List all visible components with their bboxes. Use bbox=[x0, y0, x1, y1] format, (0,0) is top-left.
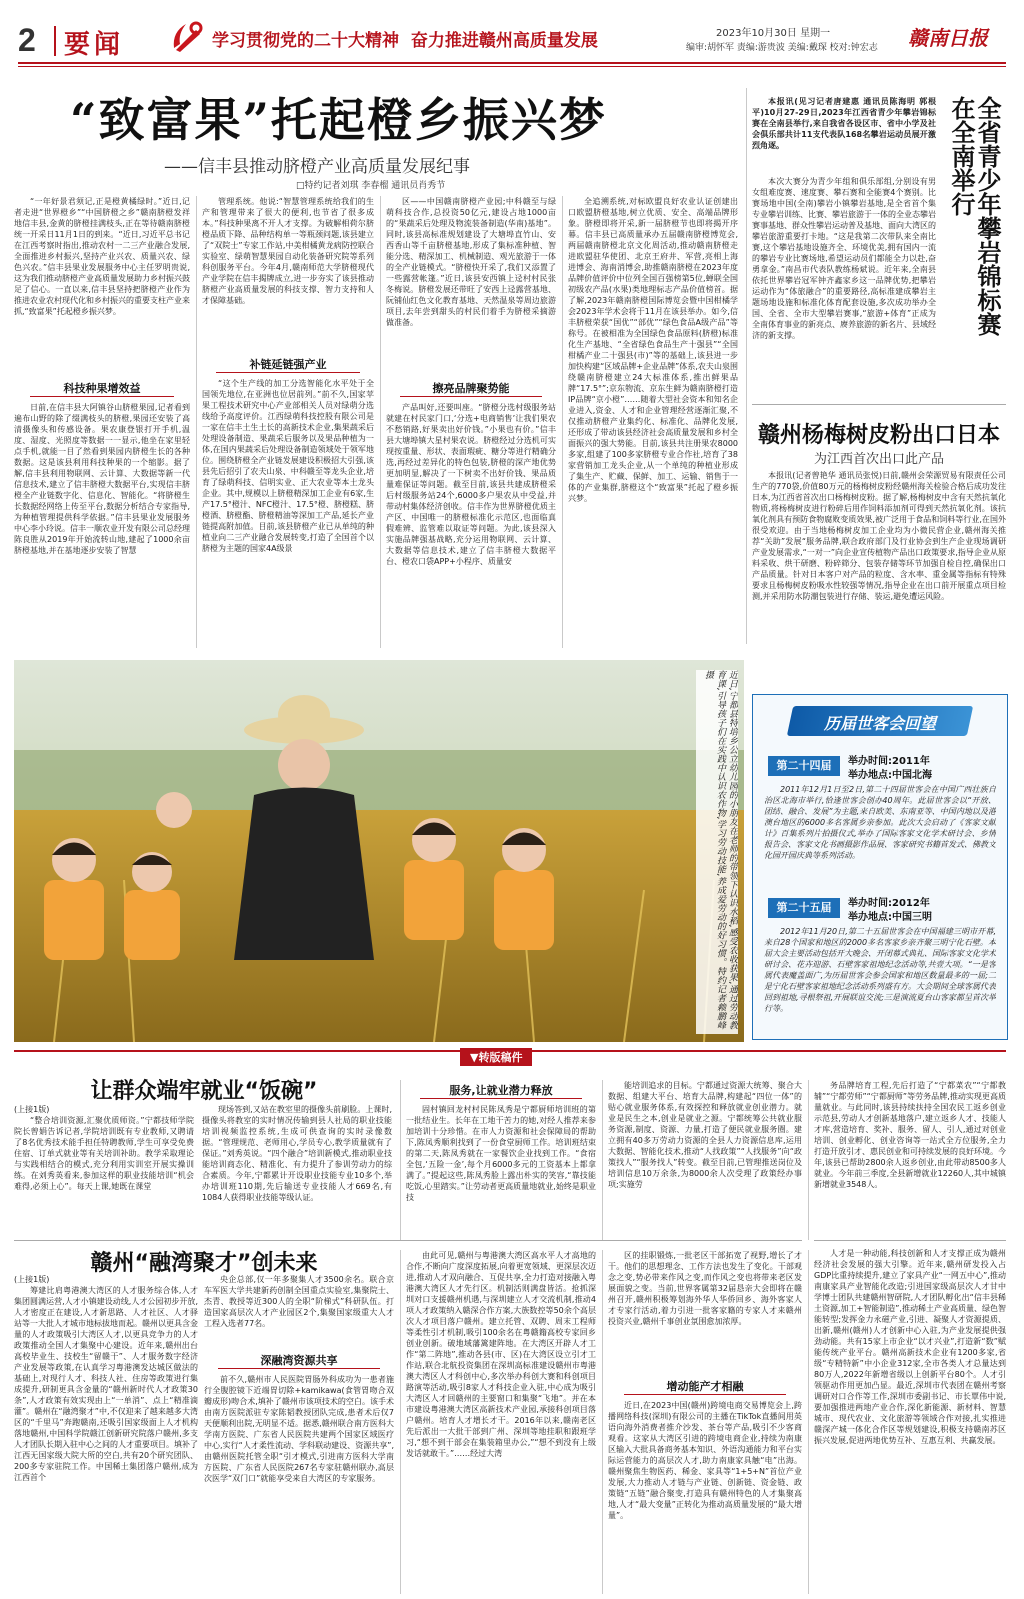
talent-subhead-2: 增动能产才相融 bbox=[666, 1380, 744, 1393]
talent-col-1: (上接1版) 筹建比肩粤港澳大湾区的人才服务综合体,人才集团圆满运营,人才小镇建设动线,人才公园初步开放,人才密度正在建设,人才新思路、人才社区、人才驿站等一大批人才城市地标拔地而起。赣州以更具含金量的人才政策吸引大湾区人才,以更具竞争力的人才政策推动全国人才集聚中心建设。近年来,赣州出台高校毕业生、技校生“留赣干”、人才服务数字经济产业发展等政策,在认真学习粤港澳发达城区做法的基础上,对现行人才、科技人社、住房等政策进行集成提升,研制更具含金量的“赣州新时代人才政策30条”,人才政策有效实现由上“一单消”、点上“精准滴灌”。赣州在“融湾聚才”中,不仅迎来了越来越多大湾区的“千里马”奔跑赣南,还吸引国家级面上人才机构落地赣州,中国科学院赣江创新研究院落户赣州,多支人才团队长期入驻中心之间的人才重要项目。填补了江西无国家级大院大所的空白,共有20个研究团队、200多专家驻院工作。中国稀土集团落户赣州,成为江西首个 bbox=[14, 1275, 198, 1482]
lead-subhead-3: 擦亮品牌聚势能 bbox=[432, 382, 510, 395]
party-emblem-icon bbox=[166, 18, 206, 58]
jobs-col-3: 固村镇回龙村村民陈凤秀是宁都厨师培训班的第一批结业生。长年在工地干苦力的她,对经人推荐来参加培训十分珍惜。在市人力资源和社会保障局的帮助下,陈凤秀顺利找到了一份食堂厨师工作。培训班结束的第二天,陈凤秀就在一家餐饮企业找到工作。“食宿全包,‘五险一金’,每个月6000多元的工资基本上都拿满了。”提起这些,陈凤秀脸上露出朴实的笑容,“靠技能吃饭,心里踏实。”让劳动者更高质量地就业,始终是职业技 bbox=[406, 1105, 596, 1202]
header-slogan: 学习贯彻党的二十大精神 奋力推进赣州高质量发展 bbox=[212, 31, 598, 51]
e25-label: 第二十五届 bbox=[768, 898, 840, 918]
export-subheadline: 为江西首次出口此产品 bbox=[813, 452, 944, 467]
lead-subhead-2: 补链延链强产业 bbox=[249, 358, 327, 371]
issue-date: 2023年10月30日 星期一 bbox=[716, 28, 831, 39]
lead-col-3: 区——中国赣南脐橙产业园;中科赣至与绿萌科技合作,总投资50亿元,建设占地1000亩的“果蔬采后处理及物流装备制造(华南)基地”。同时,该县高标准规划建设了大塘埠直竹山、安西香山等千亩脐橙基地,形成了集标准种植、智能分选、精深加工、机械制造、观光旅游于一体的全产业链模式。“脐橙快开采了,我们又添置了一些露营帐篷。”近日,该县安西镇上迳村村民张冬梅说。脐橙发展还带旺了安西上迳露营基地、阮铺仙红色文化教育基地、天然温泉等周边旅游项目,去年尝到甜头的村民们着手为脐橙采摘游做准备。 bbox=[386, 197, 556, 327]
talent-col-2b: 前不久,赣州市人民医院胃肠外科成功为一患者施行全腹腔镜下近端胃切除+kamikawa(食管胃吻合双瓣成形)吻合术,填补了赣州市该项技术的空白。该手术由南方医院派驻专家陈韬教授团队完成,患者术后仅7天便顺利出院,无明显不适。据悉,赣州联合南方医科大学南方医院、广东省人民医院共建两个国家区域医疗中心,实行“人才柔性流动、学科联动建设、资源共享”,由赣州医院托管全职“引才模式,引进南方医科大学南方医院、广东省人民医院267名专家驻赣州联办,高层次医学“双门口”就能享受来自大湾区的专家服务。 bbox=[204, 1375, 394, 1483]
history-banner-title: 历届世客会回望 bbox=[823, 714, 936, 733]
jobs-col-5: 务品牌培育工程,先后打造了“宁都菜农”“宁都教辅”“宁都劳师”“宁都厨师”等劳务品牌,推动实现更高质量就业。与此同时,该县持续扶持全国农民工返乡创业示范县,劳动人才创新基地落户,建立返乡人才、技能人才库,营造培育、奖补、服务、留人、引人,通过对创业培训、创业孵化、创业咨询等一站式全方位服务,全力打造开放引才、惠民创业和可持续发展的良好环境。今年,该县已帮助2800余人返乡创业,由此带动8500多人就业。今年前三季度,全县新增就业12260人,其中城镇新增就业3548人。 bbox=[814, 1081, 1006, 1189]
jobs-headline: 让群众端牢就业“饭碗” bbox=[90, 1079, 318, 1104]
jobs-subhead: 服务,让就业潜力释放 bbox=[449, 1084, 553, 1097]
e25-body: 2012年11月20日,第二十五届世客会在中国福建三明市开幕,来自28个国家和地区的2000多名客家乡亲齐聚三明宁化石壁。本届大会主要活动包括开大晚会、开闭幕式典礼、国际客家文化学术研讨会、花卉迎游、石壁客家祖地纪念活动等,共壹大项。“一是客属代表魔盖面广,为历届世客会参会国家和地区数量最多的一届;二是宁化石壁客家祖地纪念活动系列盛有方。大会期间全球客属代表回到祖地,寻根祭祖,开展联谊交流;三是演流夏台山客家都呈首次举行等。 bbox=[764, 927, 996, 1013]
e24-label: 第二十四届 bbox=[768, 756, 840, 776]
talent-subhead-1: 深融湾资源共享 bbox=[260, 1354, 338, 1367]
lead-col-2: 管理系统。他说:“智慧管理系统给我们的生产和管理带来了很大的便利,也节省了很多成本。”科技种果离不开人才支撑。为破解相荷尔脐橙品质下降、品种结构单一等瓶颈问题,该县建立了“双院士”专家工作站,中美柑橘黄龙病防控联合实验室、绿萌智慧果园自动化装备研究院等系列科创服务平台。今年4月,赣南师范大学脐橙现代产业学院在信丰揭牌成立,进一步夯实了该县推动脐橙产业高质量发展的科技支撑、智力支持和人才保障基础。 bbox=[202, 197, 374, 305]
rice-field-photo bbox=[14, 660, 744, 1042]
lead-col-3b: 产品叫好,还要叫座。“脐橙分选村级服务站就建在村民家门口,‘分选+电商销售’让我们果农不愁销路,好果卖出好价钱。”小果也有价。”信丰县大塘埠镇大星村果农说。脐橙经过分选机可实现按重量、形状、表面瑕疵、糖分等进行精确分选,再经过差异化的特色包装,脐橙的深产地优势更加明显,解决了一下树卖不出好价钱、果品质量难保证等问题。截至目前,该县共建成脐橙采后村级服务站24个,6000多户果农从中受益,并带动村集体经济创收。信丰作为世界脐橙优质主产区、中国唯一的脐橙标准化示范区,也面临真假难辨、监管难以取证等问题。为此,该县深入实施品牌强基战略,充分运用物联网、云计算、大数据等信息技术,建立了信丰脐橙大数据平台、橙农口袋APP+小程序、质量安 bbox=[386, 403, 556, 566]
lead-subhead-1: 科技种果增效益 bbox=[63, 382, 141, 395]
lead-col-2b: “这个生产线的加工分选智能化水平处于全国领先地位,在亚洲也位居前列。”前不久,国家苹果工程技术研究中心产业部相关人员对绿萌分选线给予高度评价。江西绿萌科技控股有限公司是一家在信丰土生土长的高新技术企业,集果蔬采后处理设备制造、果蔬采后服务以及果品种植为一体,在国内果蔬采后处理设备制造领域处于领军地位。围绕脐橙全产业链发展建设积极招大引强,该县先后招引了农夫山泉、中科赣至等龙头企业,培育了绿萌科技、信明实业、正大农业等本土龙头企业。其中,规模以上脐橙精深加工企业有6家,生产17.5°橙汁、NFC橙汁、17.5°橙、脐橙糕、脐橙酒、脐橙酯、脐橙精油等深加工产品,延长产业链提高附加值。目前,该县脐橙产业已从单纯的种植业向二三产业融合发展转变,打造了全国首个以脐橙为主题的国家4A级景 bbox=[202, 379, 374, 553]
export-headline: 赣州杨梅树皮粉出口日本 bbox=[757, 423, 1000, 448]
lead-subheadline: ——信丰县推动脐橙产业高质量发展纪事 bbox=[164, 157, 470, 177]
transfer-tag: ▼转版稿件 bbox=[460, 1048, 532, 1066]
talent-col-5: 人才是一种动能,科技创新和人才支撑正成为赣州经济社会发展的强大引擎。近年来,赣州研发投入占GDP比重持续提升,建立了家具产业“一网五中心”,推动南康家具产业智能化改造;引进国家级高层次人才甘中学博士团队共建赣州智研院,人才团队孵化出“信丰县稀土资源,加工+智能制造”,推动稀土产业高质量、绿色智能转型;发挥金力永磁产业,引进、凝聚人才资源提质、出新,赣州(赣州)人才创新中心入驻,为产业发展提供强劲动能。共有15家上市企业“以才兴业”,打造新“数”赋能传统产业平台。赣州高新技术企业有1200多家,省级“专精特新”中小企业312家,全市各类人才总量达到80万人,2022年新增省级以上创新平台80个。人才引领驱动作用更加凸显。最近,深圳市代表团在赣州考察调研对口合作等工作,深圳市委副书记、市长覃伟中说,要加强推进两地产业合作,深化新能源、新材料、智慧城市、现代农业、文化旅游等领域合作对接,扎实推进赣深产城一体化合作区等规划建设,积极支持赣南苏区振兴发展,促进两地优势互补、互惠互利、共赢发展。 bbox=[814, 1249, 1006, 1445]
lead-col-1b: 日前,在信丰县大阿镇谷山脐橙果园,记者看到遍布山野的除了缀满枝头的脐橙,果园还安装了高清摄像头和传感设备。果农康登银打开手机,温度、湿度、光照度等数据一一显示,他坐在家里轻点手机,就能一目了然看到果园内脐橙生长的各种数据。这是该县利用科技种果的一个缩影。据了解,信丰县利用物联网、云计算、大数据等新一代信息技术,建立了信丰脐橙大数据平台,实现信丰脐橙全产业链数字化、信息化、智能化。“将脐橙生长数据经网络上传至平台,数据分析结合专家指导,为种植管理提供科学依据。”信丰县果业发展服务中心李小玲说。信丰一顺农业开发有限公司总经理陈良胜从2019年开始流转山地,建起了1000余亩脐橙基地,并在基地逐步安装了智慧 bbox=[14, 403, 190, 555]
lead-col-4: 全追溯系统,对标欧盟良好农业认证创建出口欧盟脐橙基地,树立优质、安全、高端品牌形象。脐橙即将开采,新一届脐橙节也即将揭开序幕。信丰县已高质量承办五届赣南脐橙博览会,两届赣南脐橙北京文化周活动,推动赣南脐橙走进欧盟驻华使团、北京王府井、军营,亮相上海进博会、海南消博会,助推赣南脐橙在2023年度品牌价值评价中位列全国百强榜第5位,蝉联全国初级农产品(水果)类地理标志产品价值榜首。据了解,2023年赣南脐橙国际博览会暨中国柑橘学会2023年学术会将于11月在该县举办。如今,信丰脐橙荣获“国优”“部优”“绿色食品A级产品”等称号。在被相准为全国绿色食品原料(脐橙)标准化生产基地、“全省绿色食品生产十强县”“全国柑橘产业二十强县(市)”等的基础上,该县进一步加快构建“区域品牌+企业品牌”体系,农夫山泉围绕赣南脐橙建立24大标准体系,推出鲜果品牌“17.5°”;京东物流、京东生鲜为赣南脐橙打造IP品牌“京小橙”……随着大型社会资本和知名企业进入,资金、人才和企业管理经营逐渐汇聚,不仅推动脐橙产业集约化、标准化、品牌化发展,还形成了带动该县经济社会高质量发展和乡村全面振兴的强大势能。目前,该县共注册果农8000多家,组建了100多家脐橙专业合作社,培育了38家营销加工龙头企业,从一个单纯的种植业形成了集生产、贮藏、保鲜、加工、运输、销售于一体的产业集群,脐橙这个“致富果”托起了橙乡振兴梦。 bbox=[568, 197, 738, 503]
section-name: 要闻 bbox=[64, 30, 125, 60]
masthead-logo: 赣南日报 bbox=[908, 26, 988, 50]
climb-headline: 全省青少年攀岩锦标赛在全南举行 bbox=[947, 96, 1001, 336]
e24-time: 举办时间:2011年 bbox=[848, 756, 930, 767]
e24-body: 2011年12月1日至2日,第二十四届世客会在中国广西壮族自治区北海市举行,恰逢世客会创办40周年。此届世客会以“开放、团结、融合、发展”为主题,来自欧美、东南亚等、中国内地以及港澳台地区的6000多名客属乡亲参加。此次大会启动了《客家文献计》百集系列片拍摄仪式,举办了国际客家文化学术研讨会、乡情报告会、客家文化书画摄影作品展、客家研究书籍首发式、佛教文化园开园庆典等系列活动。 bbox=[764, 785, 996, 860]
talent-headline: 赣州“融湾聚才”创未来 bbox=[90, 1251, 318, 1276]
climb-body: 本次大赛分为青少年组和俱乐部组,分别设有男女组难度赛、速度赛、攀石赛和全能赛4个赛别。比赛场地中国(全南)攀岩小镇攀岩基地,是全省首个集专业攀岩训练、比赛、攀岩旅游于一体的全业态攀岩赛事基地、群众性攀岩运动普及基地、面向大湾区的攀岩旅游重要打卡地。“这是我第二次带队来全南比赛,这个攀岩基地设施齐全、环境优美,拥有国内一流的攀岩专业比赛场地,希望运动员们都能全力以赴,奋勇拿金。”南昌市代表队教练杨斌说。近年来,全南县依托世界攀岩冠军钟齐鑫家乡这一品牌优势,把攀岩运动作为“体旅融合”的重要路径,高标准建成攀岩主题场地设施和标准化体育配套设施,多次成功举办全国、全省、全市大型攀岩赛事,“旅游+体育”正成为全南体育事业的新亮点、赓养旅游的新名片、县域经济的新支撑。 bbox=[752, 177, 936, 340]
talent-col-4: 区的挂职锻炼,一批老区干部拓宽了视野,增长了才干。他们的思想理念、工作方法也发生了变化。干部观念之变,势必带来作风之变,而作风之变也将带来老区发展面貌之变。当前,世界客属第32届恳亲大会即将在赣州召开,赣州积极筹划海外华人华侨回乡、海外客家人才专家行活动,着力引进一批客家籍的专家人才来赣州投资兴业,赣州千事创业氛围愈加浓厚。 bbox=[608, 1251, 802, 1326]
talent-col-3: 由此可见,赣州与粤港澳大湾区高水平人才高地的合作,不断向广度深度拓展,向着更宽领域、更深层次迈进,推动人才双向融合、互促共享,全力打造对接融入粤港澳大湾区人才先行区。机制活则满盘皆活。抢抓深圳对口支援赣州机遇,与深圳建立人才交流机制,推动4项人才政策纳入赣深合作方案,大族数控等50余个高层次人才项目落户赣州。建立托管、双聘、周末工程师等柔性引才机制,吸引100余名在粤赣籍高校专家回乡创业创新。破地域藩篱建阵地。在大湾区开辟人才工作“第二阵地”,推动各县(市、区)在大湾区设立引才工作站,联合北航投资集团在深圳高标准建设赣州市粤港澳大湾区人才科创中心,多次举办科创大赛和科创项目路演等活动,吸引8家人才科技企业入驻,中心成为吸引大湾区人才回赣州的主要窗口和集聚“飞地”。并在本市建设粤港澳大湾区高新技术产业园,承接科创项目落户赣州。培育人才增长才干。2016年以来,赣南老区先后派出一大批干部到广州、深圳等地挂职和跟班学习,“想不到干部会在集装箱里办公,”“想不到没有上级发话就敢干。”……经过大湾 bbox=[406, 1251, 596, 1458]
export-body: 本报讯(记者曾艳华 通讯员张悦)日前,赣州会荣源贸易有限责任公司生产的770袋,价值80万元的杨梅树皮粉经赣州海关检验合格后成功发往日本,为江西省首次出口杨梅树皮粉。据了解,杨梅树皮中含有天然抗氧化物质,将杨梅树皮进行粉碎后用作饲料添加剂可得到天然抗氧化剂。该抗氧化剂具有预防食物腐败变质效果,被广泛用于食品和饲料等行业,在国外很受欢迎。由于当地杨梅树皮加工企业均为小微民营企业,赣州海关推荐“关助”发展“服务品牌,联合政府部门及行业协会到生产企业现场调研产业发展需求,“一对一”向企业宣传植物产品出口政策要求,指导企业从原料采收、烘干研磨、粉碎筛分、包装存储等环节加强自检自控,确保出口产品质量。针对日本客户对产品的粒度、含水率、重金属等指标有特殊要求且杨梅树皮粉吸水性较强等情况,指导企业在出口前开展重点项目检测,并采用防水防潮包装进行存储、装运,避免遭运风险。 bbox=[752, 471, 1006, 601]
staff-credits: 编审:胡怀军 责编:游贵波 美编:戴琛 校对:钟宏志 bbox=[686, 43, 878, 53]
talent-col-2: 央企总部,仅一年多聚集人才3500余名。联合京车军医大学共建新药创制全国重点实验室,集聚院士、杰青、教授等近300人的全职“阶梯式”科研队伍。打造国家高层次人才产业园区2个,集聚国家级重大人才工程入选者77名。 bbox=[204, 1275, 394, 1328]
e24-place: 举办地点:中国北海 bbox=[848, 770, 932, 781]
photo-caption: 近日,宁都县特培乡公立幼儿园的小朋友在老师的带领下认识水稻,感受农收获果,通过劳动教育课,引导孩子们在实践中认识农作物,学习劳动技能,养成爱劳动的好习惯。特约记者赖鹏峰 摄 bbox=[696, 670, 738, 1034]
talent-col-4b: 近日,在2023中国(赣州)跨境电商交易博览会上,跨播网络科技(深圳)有限公司的主播在TikTok直播间用英语向海外消费者推介沙发、茶台等产品,吸引不少客商观看。这家从大湾区引进的跨境电商企业,持续为南康区输入大批具备商务基本知识、外语沟通能力和平台实际运营能力的高层次人才,助力南康家具触“电”出海。赣州聚焦生物医药、稀金、家具等“1+5+N”首位产业发展,大力推动人才链与产业链、创新链、资金链、政策链“五链”融合聚变,打造具有赣州特色的人才集聚高地,人才“最大变量”正转化为推动高质量发展的“最大增量”。 bbox=[608, 1401, 802, 1520]
jobs-col-1: (上接1版) “整合培训资源,汇聚优质师资。”宁都技师学院院长曾娟告诉记者,学院培训既有专业教师,又聘请了8名优秀技术能手担任特聘教师,学生可享受免费住宿、订单式就业等有关培训补助。教学采取理论与实践相结合的模式,充分利用实训室开展实操训练。在刘秀英看来,参加这样的职业技能培训“机会难得,必须上心”。每天上课,她既在课堂 bbox=[14, 1105, 194, 1191]
page-number: 2 bbox=[18, 22, 36, 58]
lead-headline: “致富果”托起橙乡振兴梦 bbox=[70, 93, 607, 147]
e25-time: 举办时间:2012年 bbox=[848, 898, 930, 909]
jobs-col-4: 能培训追求的目标。宁都通过资源大统筹、聚合大数据、组建大平台、培育大品牌,构建起“四位一体”的贴心就业服务体系,有效探控和释放就业创业潜力。就业是民生之本,创业是就业之源。宁都统筹公共就业服务资源,制度、资源、力量,打造了便民就业服务圈。建立拥有40多万劳动力资源的全县人力资源信息库,运用大数据、智能化技术,推动“人找政策”“人找服务”向“政策找人”“服务找人”转变。截至目前,已管理推送岗位及培训信息10万余条,为8000余人次受理了政策经办事项;实施劳 bbox=[608, 1081, 802, 1189]
lead-byline: □特约记者刘琪 李春榴 通讯员肖秀节 bbox=[296, 181, 446, 191]
e25-place: 举办地点:中国三明 bbox=[848, 912, 932, 923]
climb-intro: 本报讯(见习记者唐建惠 通讯员陈海明 郭根平)10月27-29日,2023年江西省青少年攀岩锦标赛在全南县举行,来自我省各设区市、省中小学及社会俱乐部共计11支代表队168名攀岩运动员展开激烈角逐。 bbox=[752, 97, 936, 150]
jobs-col-2: 现场答到,又站在教室里的摄像头前刷脸。上课时,摄像头将教室的实时情况传输到县人社局的职业技能培训视频监控系统,生成可供查询的实时录像数据。“管理规范、老师用心,学员专心,教学质量就有了保证。”刘秀英说。“四个融合”培训新模式,推动职业技能培训商态化、精准化、有力提升了参训劳动力的综合素质。今年,宁都累计开设职业技能专业10多个,举办培训班110期,先后输送专业技能人才669名,有1084人获得职业技能等级认证。 bbox=[202, 1105, 392, 1202]
lead-col-1: “一年好景君须记,正是橙黄橘绿时。”近日,记者走进“世界橙乡”“中国脐橙之乡”赣南脐橙发祥地信丰县,金黄的脐橙挂满枝头,正在等待赣南脐橙统一开采日11月1日的到来。“近日,习近平总书记在江西考察时指出,推动农村一二三产业融合发展,全面推进乡村振兴,坚持产业兴农、质量兴农、绿色兴农。”信丰县果业发展服务中心主任罗明贵说,这为我们推动脐橙产业高质量发展助力乡村振兴鼓足了信心。一直以来,信丰县坚持把脐橙产业作为推进农业农村现代化和乡村振兴的重要支柱产业来抓,“致富果”托起橙乡振兴梦。 bbox=[14, 197, 190, 316]
